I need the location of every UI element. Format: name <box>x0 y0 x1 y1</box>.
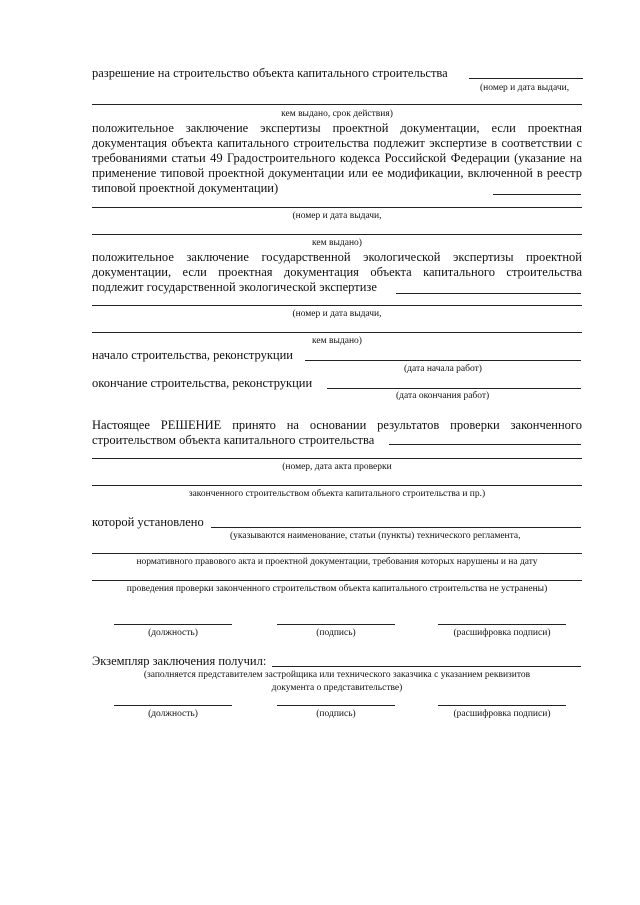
received-caption-2: документа о представительстве) <box>271 683 403 693</box>
sign1-position-caption: (должность) <box>148 628 198 638</box>
sign1-signature-line[interactable] <box>277 624 395 625</box>
decision-caption-object: законченного строительством объекта капитального строительства и пр.) <box>188 489 486 499</box>
expertise-field-line-3[interactable] <box>92 234 582 235</box>
sign1-position-line[interactable] <box>114 624 232 625</box>
received-label: Экземпляр заключения получил: <box>92 654 267 668</box>
established-field-line-2[interactable] <box>92 553 582 554</box>
sign2-decoding-line[interactable] <box>438 705 566 706</box>
eco-caption-issued: кем выдано) <box>312 336 362 346</box>
established-caption-2: нормативного правового акта и проектной документации, требования которых нарушены и на дату <box>136 557 538 567</box>
expertise-paragraph: положительное заключение экспертизы проектной документации, если проектная документация объекта капитального строительства подлежит экспертизе в соответствии с требованиями статьи 49 Градостроительного кодекса Российской Федерации (указание на применение типовой проектной документации или ее модификации, включенной в реестр типовой проектной документации) <box>92 121 582 195</box>
expertise-caption-issued: кем выдано) <box>312 238 362 248</box>
eco-field-line-2[interactable] <box>92 305 582 306</box>
sign2-position-caption: (должность) <box>148 709 198 719</box>
expertise-field-line[interactable] <box>493 194 581 195</box>
decision-field-line-2[interactable] <box>92 458 582 459</box>
eco-expertise-paragraph: положительное заключение государственной экологической экспертизы проектной документации, если проектная документация объекта капитального строительства подлежит государственной экологической экспертизе <box>92 250 582 294</box>
established-label: которой установлено <box>92 515 204 529</box>
end-date-field-line[interactable] <box>327 388 581 389</box>
start-date-caption: (дата начала работ) <box>404 364 482 374</box>
established-caption-1: (указываются наименование, статьи (пункты) технического регламента, <box>230 531 521 541</box>
sign2-signature-caption: (подпись) <box>316 709 356 719</box>
decision-caption-number-date: (номер, дата акта проверки <box>282 462 392 472</box>
established-field-line[interactable] <box>211 527 581 528</box>
end-date-label: окончание строительства, реконструкции <box>92 376 313 390</box>
eco-field-line-3[interactable] <box>92 332 582 333</box>
received-field-line[interactable] <box>272 666 581 667</box>
sign1-decoding-caption: (расшифровка подписи) <box>453 628 551 638</box>
eco-caption-number-date: (номер и дата выдачи, <box>292 309 382 319</box>
permit-field-line[interactable] <box>469 78 583 79</box>
permit-caption-issued-validity: кем выдано, срок действия) <box>281 109 393 119</box>
start-date-field-line[interactable] <box>305 360 581 361</box>
permit-field-line-2[interactable] <box>92 104 582 105</box>
end-date-caption: (дата окончания работ) <box>396 391 490 401</box>
decision-field-line[interactable] <box>389 444 581 445</box>
sign2-position-line[interactable] <box>114 705 232 706</box>
start-date-label: начало строительства, реконструкции <box>92 348 293 362</box>
sign1-signature-caption: (подпись) <box>316 628 356 638</box>
established-caption-3: проведения проверки законченного строительством объекта капитального строительства не устранены) <box>126 584 548 594</box>
sign2-signature-line[interactable] <box>277 705 395 706</box>
expertise-caption-number-date: (номер и дата выдачи, <box>292 211 382 221</box>
permit-label: разрешение на строительство объекта капитального строительства <box>92 66 448 80</box>
received-caption-1: (заполняется представителем застройщика или технического заказчика с указанием реквизитов <box>143 670 531 680</box>
eco-field-line[interactable] <box>396 293 581 294</box>
permit-caption-number-date: (номер и дата выдачи, <box>480 83 570 93</box>
decision-paragraph: Настоящее РЕШЕНИЕ принято на основании результатов проверки законченного строительством объекта капитального строительства <box>92 418 582 447</box>
sign2-decoding-caption: (расшифровка подписи) <box>453 709 551 719</box>
sign1-decoding-line[interactable] <box>438 624 566 625</box>
expertise-field-line-2[interactable] <box>92 207 582 208</box>
decision-field-line-3[interactable] <box>92 485 582 486</box>
established-field-line-3[interactable] <box>92 580 582 581</box>
